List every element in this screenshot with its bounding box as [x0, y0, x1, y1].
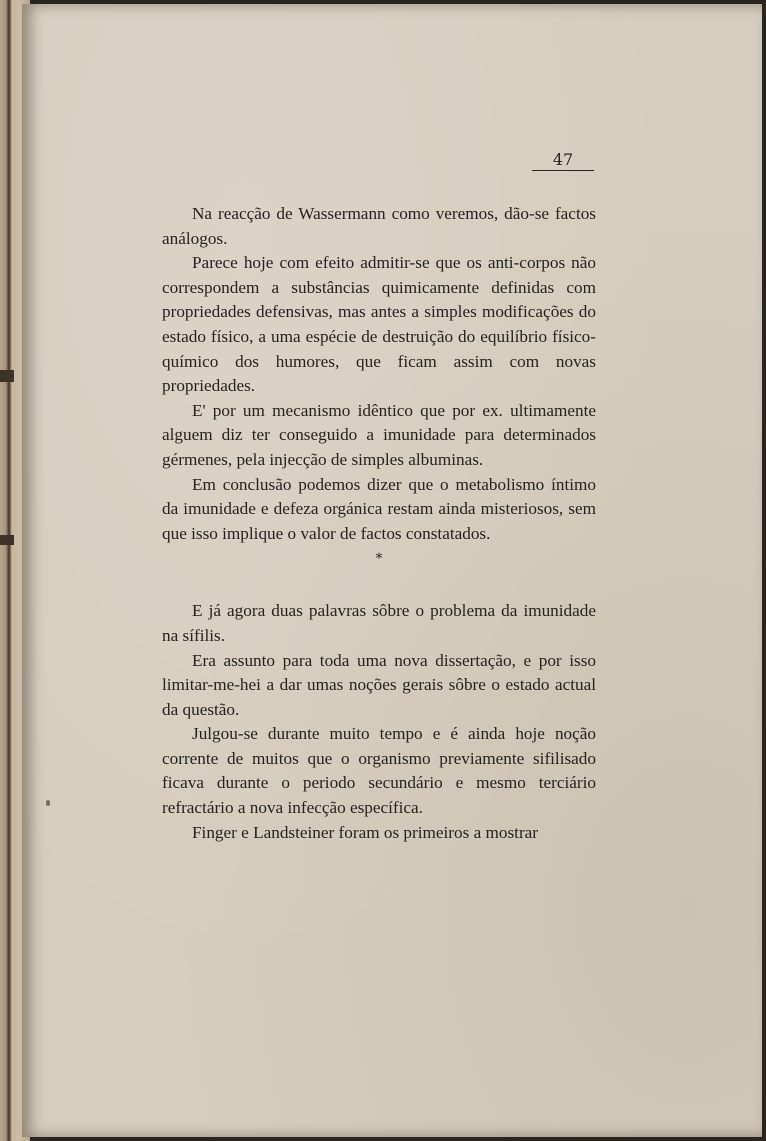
paragraph: Na reacção de Wassermann como veremos, dão-se factos análogos. [162, 204, 596, 248]
paragraph: Em conclusão podemos dizer que o metabolismo íntimo da imunidade e defeza orgánica restam ainda misteriosos, sem que isso implique o valor de factos constatados. [162, 474, 596, 543]
binding-shadow [0, 535, 14, 545]
section-separator-asterisk: * [375, 551, 383, 568]
paragraph: Era assunto para toda uma nova dissertação, e por isso limitar-me-hei a dar umas noções gerais sôbre o estado actual da questão. [162, 650, 596, 719]
paragraph: Parece hoje com efeito admitir-se que os anti-corpos não correspondem a substâncias quimicamente definidas com propriedades defensivas, mas antes a simples modificações do estado físico, a uma espécie de destruição do equilíbrio físico-químico dos humores, que ficam assim com novas propriedades. [162, 253, 596, 396]
paragraph: Julgou-se durante muito tempo e é ainda hoje noção corrente de muitos que o organismo previamente sifilisado ficava durante o periodo secundário e mesmo terciário refractário a nova infecção específica. [162, 724, 596, 818]
body-text [162, 202, 596, 845]
binding-shadow [0, 370, 14, 382]
paragraph: Finger e Landsteiner foram os primeiros a mostrar [192, 822, 539, 842]
paper-speck [46, 800, 50, 806]
page-number: 47 [532, 150, 594, 171]
paragraph: E já agora duas palavras sôbre o problema da imunidade na sífilis. [162, 601, 596, 645]
paragraph: E' por um mecanismo idêntico que por ex. ultimamente alguem diz ter conseguido a imunidade para determinados gérmenes, pela injecção de simples albuminas. [162, 400, 596, 469]
book-page [22, 4, 762, 1137]
